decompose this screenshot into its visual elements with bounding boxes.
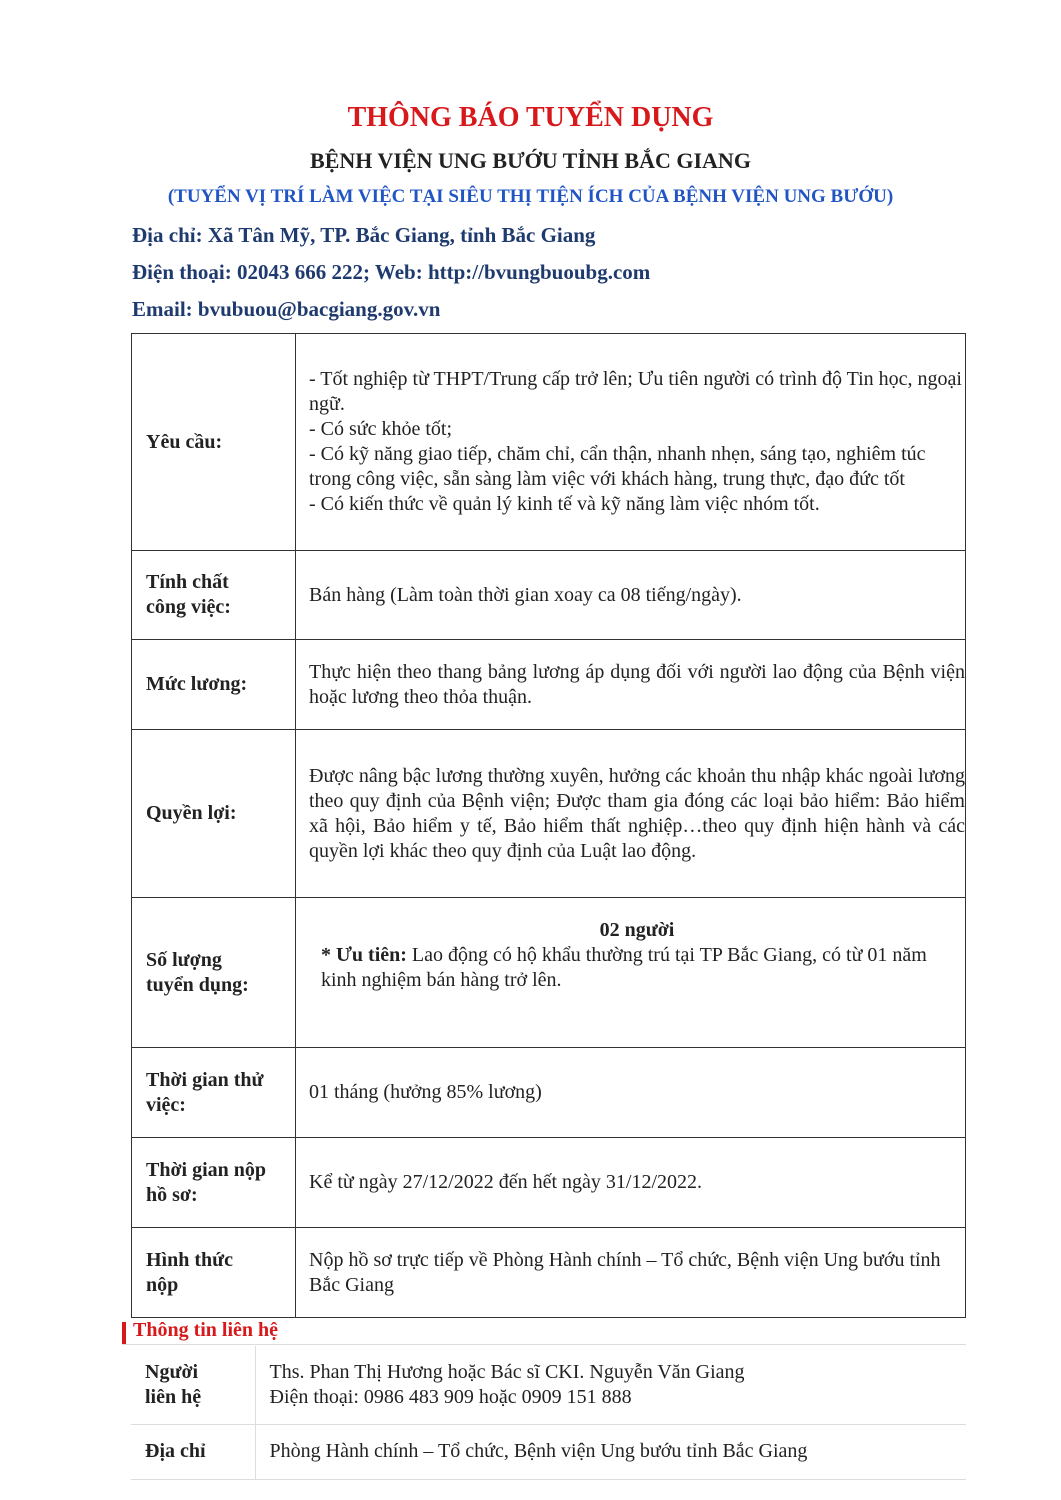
hospital-email: Email: bvubuou@bacgiang.gov.vn [132, 297, 441, 321]
contact-heading-text: Thông tin liên hệ [133, 1319, 279, 1341]
hospital-name: BỆNH VIỆN UNG BƯỚU TỈNH BẮC GIANG [310, 148, 751, 173]
submission-time-label [132, 1138, 296, 1228]
notice-title: THÔNG BÁO TUYỂN DỤNG [347, 102, 714, 133]
label-line: hồ sơ: [146, 1183, 198, 1206]
quantity-priority [309, 943, 965, 993]
heading-accent-bar [122, 1322, 126, 1344]
label-line: Số lượng [146, 948, 222, 971]
label-line: tuyển dụng: [146, 973, 249, 996]
row-job-nature [132, 551, 966, 640]
row-submission-time [132, 1138, 966, 1228]
requirements-label: Yêu cầu: [132, 334, 296, 551]
row-probation [132, 1048, 966, 1138]
hospital-phone-web: Điện thoại: 02043 666 222; Web: http://bvungbuoubg.com [132, 260, 651, 284]
submission-time-value: Kể từ ngày 27/12/2022 đến hết ngày 31/12/2022. [296, 1138, 966, 1228]
submission-method-value: Nộp hồ sơ trực tiếp về Phòng Hành chính – Tổ chức, Bệnh viện Ung bướu tỉnh Bắc Giang [296, 1228, 966, 1318]
probation-value: 01 tháng (hưởng 85% lương) [296, 1048, 966, 1138]
job-nature-label [132, 551, 296, 640]
quantity-label [132, 898, 296, 1048]
label-line: Thời gian nộp [146, 1158, 267, 1181]
contact-section-heading [122, 1318, 966, 1345]
quantity-count: 02 người [599, 919, 675, 941]
priority-label: * Ưu tiên: [321, 944, 407, 966]
spacer [309, 993, 965, 1027]
label-line: Hình thức [146, 1248, 234, 1271]
row-contact-person [131, 1346, 966, 1424]
requirement-line: - Tốt nghiệp từ THPT/Trung cấp trở lên; Ưu tiên người có trình độ Tin học, ngoại ngữ. [309, 368, 962, 415]
benefits-value: Được nâng bậc lương thường xuyên, hưởng các khoản thu nhập khác ngoài lương theo quy định của Bệnh viện; Được tham gia đóng các loại bảo hiểm: Bảo hiểm xã hội, Bảo hiểm y tế, Bảo hiểm thất nghiệp…theo quy định hiện hành và các quyền lợi khác theo quy định của Luật lao động. [296, 730, 966, 898]
label-line: Người [145, 1360, 199, 1383]
priority-text: Lao động có hộ khẩu thường trú tại TP Bắc Giang, có từ 01 năm kinh nghiệm bán hàng trở lên. [321, 944, 927, 991]
job-nature-value: Bán hàng (Làm toàn thời gian xoay ca 08 tiếng/ngày). [296, 551, 966, 640]
row-requirements [132, 334, 966, 551]
position-subtitle: (TUYỂN VỊ TRÍ LÀM VIỆC TẠI SIÊU THỊ TIỆN ÍCH CỦA BỆNH VIỆN UNG BƯỚU) [167, 186, 894, 207]
contact-address-label: Địa chỉ [131, 1424, 255, 1479]
contact-person-names: Ths. Phan Thị Hương hoặc Bác sĩ CKI. Nguyễn Văn Giang [269, 1360, 745, 1383]
row-salary [132, 640, 966, 730]
contact-address-value: Phòng Hành chính – Tổ chức, Bệnh viện Ung bướu tỉnh Bắc Giang [255, 1424, 966, 1479]
label-line: nộp [146, 1273, 179, 1296]
label-line: liên hệ [145, 1385, 202, 1408]
salary-label: Mức lương: [132, 640, 296, 730]
recruitment-details-table [131, 333, 966, 1318]
contact-person-value [255, 1346, 966, 1424]
benefits-label: Quyền lợi: [132, 730, 296, 898]
contact-person-phones: Điện thoại: 0986 483 909 hoặc 0909 151 888 [269, 1385, 632, 1408]
label-line: Tính chất [146, 571, 229, 593]
requirement-line: - Có kỹ năng giao tiếp, chăm chỉ, cẩn thận, nhanh nhẹn, sáng tạo, nghiêm túc trong công việc, sẵn sàng làm việc với khách hàng, trung thực, đạo đức tốt [309, 443, 926, 490]
hospital-address: Địa chỉ: Xã Tân Mỹ, TP. Bắc Giang, tỉnh Bắc Giang [132, 223, 596, 247]
probation-label [132, 1048, 296, 1138]
submission-method-label [132, 1228, 296, 1318]
row-benefits [132, 730, 966, 898]
label-line: công việc: [146, 596, 231, 618]
requirement-line: - Có kiến thức về quản lý kinh tế và kỹ năng làm việc nhóm tốt. [309, 493, 820, 515]
requirement-line: - Có sức khỏe tốt; [309, 418, 453, 440]
contact-table [131, 1346, 966, 1480]
row-submission-method [132, 1228, 966, 1318]
label-line: việc: [146, 1093, 186, 1116]
row-quantity [132, 898, 966, 1048]
requirements-value [296, 334, 966, 551]
contact-person-label [131, 1346, 255, 1424]
label-line: Thời gian thử [146, 1068, 264, 1091]
quantity-value [296, 898, 966, 1048]
row-contact-address [131, 1424, 966, 1479]
salary-value: Thực hiện theo thang bảng lương áp dụng đối với người lao động của Bệnh viện hoặc lương theo thỏa thuận. [296, 640, 966, 730]
